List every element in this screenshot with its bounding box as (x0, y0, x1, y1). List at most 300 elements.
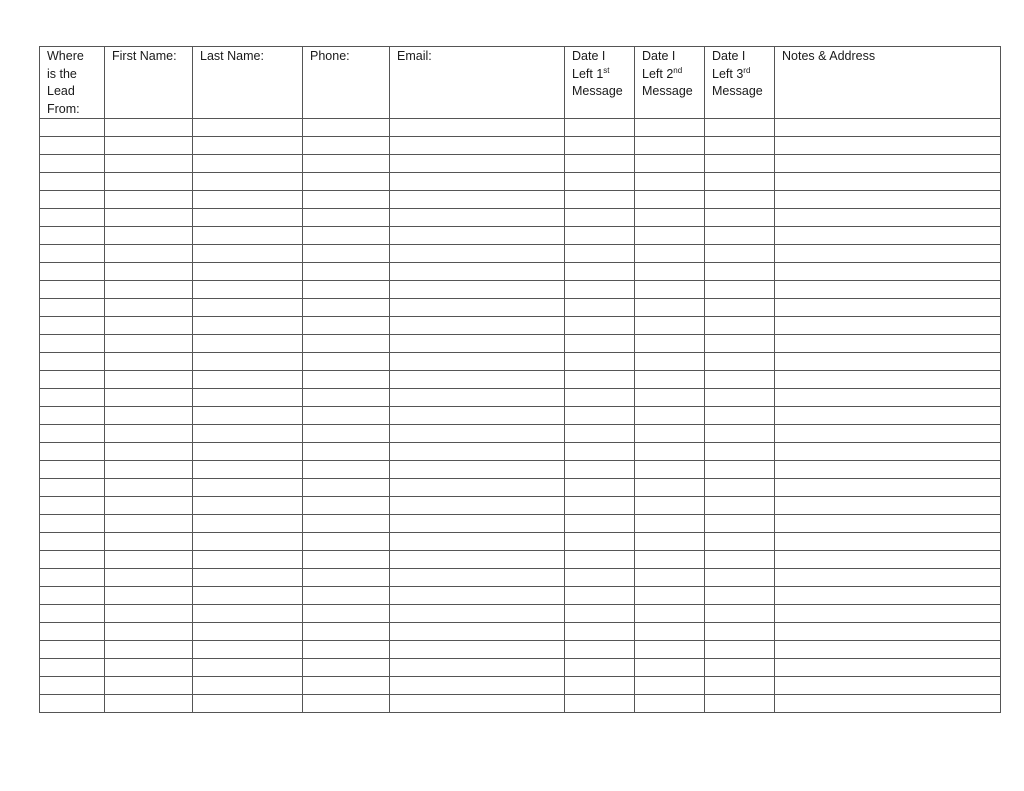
table-cell-email[interactable] (390, 551, 565, 569)
table-cell-source[interactable] (40, 497, 105, 515)
table-cell-notes[interactable] (775, 605, 1001, 623)
table-cell-notes[interactable] (775, 425, 1001, 443)
table-cell-source[interactable] (40, 191, 105, 209)
table-cell-date-3[interactable] (705, 335, 775, 353)
table-cell-phone[interactable] (303, 389, 390, 407)
table-cell-notes[interactable] (775, 281, 1001, 299)
table-cell-source[interactable] (40, 389, 105, 407)
table-cell-first-name[interactable] (105, 533, 193, 551)
table-cell-source[interactable] (40, 173, 105, 191)
table-cell-email[interactable] (390, 443, 565, 461)
table-cell-last-name[interactable] (193, 137, 303, 155)
table-cell-phone[interactable] (303, 227, 390, 245)
table-cell-last-name[interactable] (193, 605, 303, 623)
table-cell-notes[interactable] (775, 263, 1001, 281)
table-cell-phone[interactable] (303, 371, 390, 389)
table-cell-date-1[interactable] (565, 191, 635, 209)
table-cell-source[interactable] (40, 245, 105, 263)
table-cell-notes[interactable] (775, 479, 1001, 497)
table-cell-date-2[interactable] (635, 353, 705, 371)
table-cell-last-name[interactable] (193, 281, 303, 299)
table-cell-date-1[interactable] (565, 119, 635, 137)
table-cell-notes[interactable] (775, 407, 1001, 425)
table-cell-notes[interactable] (775, 119, 1001, 137)
table-cell-last-name[interactable] (193, 299, 303, 317)
table-cell-first-name[interactable] (105, 623, 193, 641)
table-cell-phone[interactable] (303, 281, 390, 299)
table-cell-source[interactable] (40, 209, 105, 227)
table-cell-date-1[interactable] (565, 353, 635, 371)
table-cell-phone[interactable] (303, 461, 390, 479)
table-cell-date-1[interactable] (565, 173, 635, 191)
table-cell-date-3[interactable] (705, 677, 775, 695)
table-cell-notes[interactable] (775, 461, 1001, 479)
table-cell-phone[interactable] (303, 137, 390, 155)
table-cell-phone[interactable] (303, 479, 390, 497)
table-cell-phone[interactable] (303, 263, 390, 281)
table-cell-source[interactable] (40, 587, 105, 605)
table-cell-phone[interactable] (303, 641, 390, 659)
table-cell-first-name[interactable] (105, 479, 193, 497)
table-cell-date-3[interactable] (705, 245, 775, 263)
table-cell-last-name[interactable] (193, 155, 303, 173)
table-cell-last-name[interactable] (193, 245, 303, 263)
table-cell-source[interactable] (40, 659, 105, 677)
table-cell-last-name[interactable] (193, 677, 303, 695)
table-cell-date-2[interactable] (635, 137, 705, 155)
table-cell-date-3[interactable] (705, 191, 775, 209)
table-cell-source[interactable] (40, 695, 105, 713)
table-cell-date-3[interactable] (705, 623, 775, 641)
table-cell-date-1[interactable] (565, 245, 635, 263)
table-cell-notes[interactable] (775, 173, 1001, 191)
table-cell-email[interactable] (390, 281, 565, 299)
table-cell-date-2[interactable] (635, 263, 705, 281)
table-cell-notes[interactable] (775, 245, 1001, 263)
table-cell-last-name[interactable] (193, 317, 303, 335)
table-cell-date-3[interactable] (705, 389, 775, 407)
table-cell-date-1[interactable] (565, 479, 635, 497)
table-cell-date-1[interactable] (565, 389, 635, 407)
table-cell-notes[interactable] (775, 389, 1001, 407)
table-cell-notes[interactable] (775, 515, 1001, 533)
table-cell-date-2[interactable] (635, 605, 705, 623)
table-cell-date-1[interactable] (565, 371, 635, 389)
table-cell-date-1[interactable] (565, 425, 635, 443)
table-cell-date-1[interactable] (565, 263, 635, 281)
table-cell-email[interactable] (390, 299, 565, 317)
table-cell-first-name[interactable] (105, 605, 193, 623)
table-cell-last-name[interactable] (193, 533, 303, 551)
table-cell-date-1[interactable] (565, 281, 635, 299)
table-cell-last-name[interactable] (193, 227, 303, 245)
table-cell-notes[interactable] (775, 443, 1001, 461)
table-cell-phone[interactable] (303, 209, 390, 227)
table-cell-notes[interactable] (775, 641, 1001, 659)
table-cell-date-3[interactable] (705, 263, 775, 281)
table-cell-notes[interactable] (775, 335, 1001, 353)
table-cell-phone[interactable] (303, 245, 390, 263)
table-cell-first-name[interactable] (105, 263, 193, 281)
table-cell-last-name[interactable] (193, 479, 303, 497)
table-cell-notes[interactable] (775, 623, 1001, 641)
table-cell-last-name[interactable] (193, 551, 303, 569)
table-cell-first-name[interactable] (105, 407, 193, 425)
table-cell-phone[interactable] (303, 425, 390, 443)
table-cell-date-1[interactable] (565, 227, 635, 245)
table-cell-first-name[interactable] (105, 155, 193, 173)
table-cell-phone[interactable] (303, 299, 390, 317)
table-cell-phone[interactable] (303, 587, 390, 605)
table-cell-date-3[interactable] (705, 227, 775, 245)
table-cell-first-name[interactable] (105, 587, 193, 605)
table-cell-date-3[interactable] (705, 155, 775, 173)
table-cell-date-3[interactable] (705, 173, 775, 191)
table-cell-date-1[interactable] (565, 551, 635, 569)
table-cell-date-2[interactable] (635, 587, 705, 605)
table-cell-date-2[interactable] (635, 281, 705, 299)
table-cell-date-1[interactable] (565, 299, 635, 317)
table-cell-date-1[interactable] (565, 641, 635, 659)
table-cell-date-3[interactable] (705, 569, 775, 587)
table-cell-first-name[interactable] (105, 209, 193, 227)
table-cell-date-2[interactable] (635, 317, 705, 335)
table-cell-date-3[interactable] (705, 299, 775, 317)
table-cell-notes[interactable] (775, 677, 1001, 695)
table-cell-last-name[interactable] (193, 119, 303, 137)
table-cell-email[interactable] (390, 245, 565, 263)
table-cell-phone[interactable] (303, 515, 390, 533)
table-cell-email[interactable] (390, 209, 565, 227)
table-cell-date-2[interactable] (635, 245, 705, 263)
table-cell-email[interactable] (390, 569, 565, 587)
table-cell-source[interactable] (40, 281, 105, 299)
table-cell-date-2[interactable] (635, 299, 705, 317)
table-cell-date-3[interactable] (705, 317, 775, 335)
table-cell-date-2[interactable] (635, 389, 705, 407)
table-cell-first-name[interactable] (105, 497, 193, 515)
table-cell-date-3[interactable] (705, 497, 775, 515)
table-cell-source[interactable] (40, 317, 105, 335)
table-cell-source[interactable] (40, 641, 105, 659)
table-cell-notes[interactable] (775, 353, 1001, 371)
table-cell-date-2[interactable] (635, 119, 705, 137)
table-cell-source[interactable] (40, 623, 105, 641)
table-cell-date-2[interactable] (635, 479, 705, 497)
table-cell-first-name[interactable] (105, 137, 193, 155)
table-cell-last-name[interactable] (193, 641, 303, 659)
table-cell-first-name[interactable] (105, 353, 193, 371)
table-cell-phone[interactable] (303, 317, 390, 335)
table-cell-phone[interactable] (303, 191, 390, 209)
table-cell-email[interactable] (390, 659, 565, 677)
table-cell-date-1[interactable] (565, 443, 635, 461)
table-cell-source[interactable] (40, 119, 105, 137)
table-cell-date-2[interactable] (635, 335, 705, 353)
table-cell-email[interactable] (390, 479, 565, 497)
table-cell-first-name[interactable] (105, 119, 193, 137)
table-cell-date-3[interactable] (705, 605, 775, 623)
table-cell-email[interactable] (390, 605, 565, 623)
table-cell-first-name[interactable] (105, 443, 193, 461)
table-cell-first-name[interactable] (105, 659, 193, 677)
table-cell-phone[interactable] (303, 623, 390, 641)
table-cell-date-1[interactable] (565, 209, 635, 227)
table-cell-date-1[interactable] (565, 515, 635, 533)
table-cell-date-2[interactable] (635, 695, 705, 713)
table-cell-first-name[interactable] (105, 227, 193, 245)
table-cell-phone[interactable] (303, 569, 390, 587)
table-cell-source[interactable] (40, 605, 105, 623)
table-cell-date-3[interactable] (705, 443, 775, 461)
table-cell-date-2[interactable] (635, 641, 705, 659)
table-cell-source[interactable] (40, 137, 105, 155)
table-cell-first-name[interactable] (105, 695, 193, 713)
table-cell-email[interactable] (390, 389, 565, 407)
table-cell-date-1[interactable] (565, 407, 635, 425)
table-cell-date-1[interactable] (565, 605, 635, 623)
table-cell-source[interactable] (40, 479, 105, 497)
table-cell-last-name[interactable] (193, 173, 303, 191)
table-cell-last-name[interactable] (193, 443, 303, 461)
table-cell-date-3[interactable] (705, 515, 775, 533)
table-cell-last-name[interactable] (193, 587, 303, 605)
table-cell-first-name[interactable] (105, 371, 193, 389)
table-cell-email[interactable] (390, 137, 565, 155)
table-cell-date-2[interactable] (635, 173, 705, 191)
table-cell-email[interactable] (390, 641, 565, 659)
table-cell-date-3[interactable] (705, 281, 775, 299)
table-cell-notes[interactable] (775, 155, 1001, 173)
table-cell-first-name[interactable] (105, 461, 193, 479)
table-cell-date-1[interactable] (565, 677, 635, 695)
table-cell-source[interactable] (40, 461, 105, 479)
table-cell-phone[interactable] (303, 335, 390, 353)
table-cell-email[interactable] (390, 407, 565, 425)
table-cell-last-name[interactable] (193, 371, 303, 389)
table-cell-phone[interactable] (303, 659, 390, 677)
table-cell-first-name[interactable] (105, 569, 193, 587)
table-cell-source[interactable] (40, 371, 105, 389)
table-cell-last-name[interactable] (193, 695, 303, 713)
table-cell-date-2[interactable] (635, 371, 705, 389)
table-cell-notes[interactable] (775, 299, 1001, 317)
table-cell-date-1[interactable] (565, 533, 635, 551)
table-cell-first-name[interactable] (105, 551, 193, 569)
table-cell-date-1[interactable] (565, 155, 635, 173)
table-cell-date-1[interactable] (565, 569, 635, 587)
table-cell-date-2[interactable] (635, 497, 705, 515)
table-cell-email[interactable] (390, 191, 565, 209)
table-cell-first-name[interactable] (105, 281, 193, 299)
table-cell-last-name[interactable] (193, 263, 303, 281)
table-cell-last-name[interactable] (193, 191, 303, 209)
table-cell-first-name[interactable] (105, 317, 193, 335)
table-cell-source[interactable] (40, 551, 105, 569)
table-cell-first-name[interactable] (105, 335, 193, 353)
table-cell-phone[interactable] (303, 695, 390, 713)
table-cell-source[interactable] (40, 677, 105, 695)
column-header-source (40, 47, 105, 119)
table-cell-email[interactable] (390, 677, 565, 695)
table-cell-email[interactable] (390, 353, 565, 371)
table-cell-email[interactable] (390, 587, 565, 605)
table-cell-last-name[interactable] (193, 389, 303, 407)
table-cell-date-3[interactable] (705, 659, 775, 677)
table-cell-source[interactable] (40, 299, 105, 317)
table-cell-email[interactable] (390, 263, 565, 281)
table-cell-date-3[interactable] (705, 479, 775, 497)
table-cell-source[interactable] (40, 515, 105, 533)
table-cell-last-name[interactable] (193, 209, 303, 227)
table-cell-source[interactable] (40, 425, 105, 443)
table-cell-date-2[interactable] (635, 227, 705, 245)
table-cell-date-3[interactable] (705, 137, 775, 155)
table-cell-last-name[interactable] (193, 497, 303, 515)
table-cell-email[interactable] (390, 335, 565, 353)
table-cell-date-2[interactable] (635, 551, 705, 569)
table-cell-phone[interactable] (303, 155, 390, 173)
table-cell-last-name[interactable] (193, 335, 303, 353)
table-cell-notes[interactable] (775, 227, 1001, 245)
table-cell-last-name[interactable] (193, 407, 303, 425)
table-cell-email[interactable] (390, 317, 565, 335)
table-cell-source[interactable] (40, 353, 105, 371)
table-cell-date-2[interactable] (635, 461, 705, 479)
table-cell-first-name[interactable] (105, 515, 193, 533)
table-cell-date-3[interactable] (705, 695, 775, 713)
table-cell-date-1[interactable] (565, 587, 635, 605)
table-cell-email[interactable] (390, 119, 565, 137)
table-cell-date-1[interactable] (565, 461, 635, 479)
table-cell-notes[interactable] (775, 137, 1001, 155)
table-cell-phone[interactable] (303, 353, 390, 371)
table-cell-last-name[interactable] (193, 623, 303, 641)
table-cell-date-2[interactable] (635, 443, 705, 461)
table-cell-first-name[interactable] (105, 191, 193, 209)
table-cell-last-name[interactable] (193, 515, 303, 533)
table-cell-date-3[interactable] (705, 119, 775, 137)
table-cell-first-name[interactable] (105, 425, 193, 443)
table-cell-date-1[interactable] (565, 497, 635, 515)
table-cell-last-name[interactable] (193, 461, 303, 479)
table-cell-date-3[interactable] (705, 425, 775, 443)
table-cell-source[interactable] (40, 533, 105, 551)
table-cell-email[interactable] (390, 371, 565, 389)
table-cell-first-name[interactable] (105, 299, 193, 317)
table-cell-phone[interactable] (303, 677, 390, 695)
table-row (40, 245, 1001, 263)
table-cell-date-3[interactable] (705, 371, 775, 389)
table-cell-date-2[interactable] (635, 209, 705, 227)
table-cell-notes[interactable] (775, 371, 1001, 389)
table-cell-first-name[interactable] (105, 677, 193, 695)
table-cell-date-1[interactable] (565, 695, 635, 713)
table-cell-date-2[interactable] (635, 155, 705, 173)
table-cell-last-name[interactable] (193, 659, 303, 677)
table-cell-phone[interactable] (303, 173, 390, 191)
table-cell-phone[interactable] (303, 497, 390, 515)
table-cell-notes[interactable] (775, 569, 1001, 587)
table-cell-date-2[interactable] (635, 677, 705, 695)
table-cell-date-2[interactable] (635, 623, 705, 641)
table-cell-notes[interactable] (775, 497, 1001, 515)
table-cell-last-name[interactable] (193, 569, 303, 587)
table-cell-email[interactable] (390, 227, 565, 245)
table-cell-date-1[interactable] (565, 623, 635, 641)
table-cell-email[interactable] (390, 623, 565, 641)
table-cell-phone[interactable] (303, 551, 390, 569)
table-cell-date-1[interactable] (565, 317, 635, 335)
table-cell-email[interactable] (390, 425, 565, 443)
table-cell-date-2[interactable] (635, 191, 705, 209)
table-cell-email[interactable] (390, 533, 565, 551)
table-cell-first-name[interactable] (105, 389, 193, 407)
table-cell-phone[interactable] (303, 533, 390, 551)
table-cell-date-1[interactable] (565, 335, 635, 353)
table-cell-email[interactable] (390, 515, 565, 533)
table-cell-phone[interactable] (303, 605, 390, 623)
table-row (40, 371, 1001, 389)
table-cell-date-2[interactable] (635, 533, 705, 551)
table-cell-notes[interactable] (775, 659, 1001, 677)
table-cell-source[interactable] (40, 335, 105, 353)
table-cell-notes[interactable] (775, 587, 1001, 605)
table-cell-date-3[interactable] (705, 209, 775, 227)
table-cell-notes[interactable] (775, 191, 1001, 209)
table-cell-notes[interactable] (775, 695, 1001, 713)
table-cell-source[interactable] (40, 227, 105, 245)
table-cell-notes[interactable] (775, 533, 1001, 551)
table-cell-date-1[interactable] (565, 137, 635, 155)
table-cell-phone[interactable] (303, 119, 390, 137)
table-cell-date-3[interactable] (705, 551, 775, 569)
table-cell-date-3[interactable] (705, 407, 775, 425)
table-cell-email[interactable] (390, 695, 565, 713)
table-cell-date-3[interactable] (705, 641, 775, 659)
table-cell-date-2[interactable] (635, 569, 705, 587)
table-cell-email[interactable] (390, 461, 565, 479)
table-cell-date-2[interactable] (635, 425, 705, 443)
table-cell-date-3[interactable] (705, 533, 775, 551)
table-cell-email[interactable] (390, 497, 565, 515)
table-cell-email[interactable] (390, 173, 565, 191)
table-cell-first-name[interactable] (105, 641, 193, 659)
table-cell-last-name[interactable] (193, 353, 303, 371)
table-cell-date-2[interactable] (635, 659, 705, 677)
table-cell-phone[interactable] (303, 407, 390, 425)
table-cell-notes[interactable] (775, 209, 1001, 227)
table-cell-source[interactable] (40, 155, 105, 173)
table-cell-date-3[interactable] (705, 587, 775, 605)
table-cell-date-2[interactable] (635, 407, 705, 425)
table-cell-first-name[interactable] (105, 173, 193, 191)
table-cell-source[interactable] (40, 443, 105, 461)
table-cell-notes[interactable] (775, 551, 1001, 569)
table-cell-last-name[interactable] (193, 425, 303, 443)
table-cell-source[interactable] (40, 569, 105, 587)
table-cell-email[interactable] (390, 155, 565, 173)
table-cell-notes[interactable] (775, 317, 1001, 335)
table-cell-date-3[interactable] (705, 353, 775, 371)
table-cell-source[interactable] (40, 263, 105, 281)
table-cell-date-3[interactable] (705, 461, 775, 479)
table-cell-date-2[interactable] (635, 515, 705, 533)
table-cell-source[interactable] (40, 407, 105, 425)
table-cell-date-1[interactable] (565, 659, 635, 677)
table-cell-phone[interactable] (303, 443, 390, 461)
table-cell-first-name[interactable] (105, 245, 193, 263)
